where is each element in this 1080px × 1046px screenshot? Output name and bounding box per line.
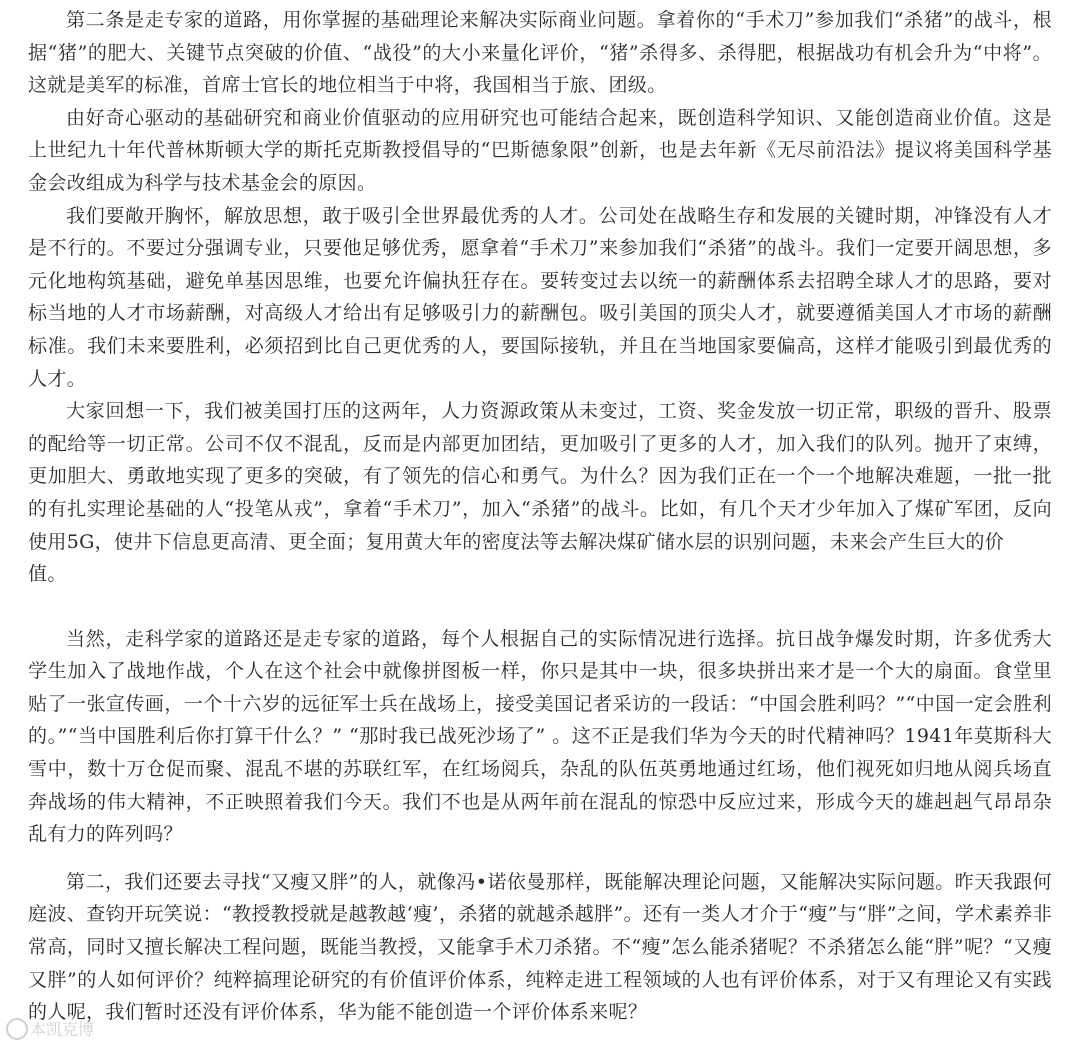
blank-line (28, 591, 1052, 623)
paragraph-look-back-tail: 值。 (28, 563, 67, 586)
watermark-text: 本凯克博 (30, 1020, 95, 1039)
paragraph-gap (28, 851, 1052, 866)
paragraph-thin-and-fat: 第二，我们还要去寻找“又瘦又胖”的人，就像冯•诺依曼那样，既能解决理论问题，又能解决实际问题。昨天我跟何庭波、查钧开玩笑说：“教授教授就是越教越‘瘦’，杀猪的就越杀越胖”。还有一类人才介于“瘦”与“胖”之间，学术素养非常高，同时又擅长解决工程问题，既能当教授，又能拿手术刀杀猪。不“瘦”怎么能杀猪呢？不杀猪怎么能“胖”呢？“又瘦又胖”的人如何评价？纯粹搞理论研究的有价值评价体系，纯粹走进工程领域的人也有评价体系，对于又有理论又有实践的人呢，我们暂时还没有评价体系，华为能不能创造一个评价体系来呢？ (28, 870, 1052, 1024)
paragraph-scientist-or-expert: 当然，走科学家的道路还是走专家的道路，每个人根据自己的实际情况进行选择。抗日战争爆发时期，许多优秀大学生加入了战地作战，个人在这个社会中就像拼图板一样，你只是其中一块，很多块拼出来才是一个大的扇面。食堂里贴了一张宣传画，一个十六岁的远征军士兵在战场上，接受美国记者采访的一段话：“中国会胜利吗？”“中国一定会胜利的。”“当中国胜利后你打算干什么？” “那时我已战死沙场了” 。这不正是我们华为今天的时代精神吗？1941年莫斯科大雪中，数十万仓促而聚、混乱不堪的苏联红军，在红场阅兵，杂乱的队伍英勇地通过红场，他们视死如归地从阅兵场直奔战场的伟大精神，不正映照着我们今天。我们不也是从两年前在混乱的惊恐中反应过来，形成今天的雄赳赳气昂昂杂乱有力的阵列吗？ (28, 627, 1052, 846)
paragraph-expert-path: 第二条是走专家的道路，用你掌握的基础理论来解决实际商业问题。拿着你的“手术刀”参加我们“杀猪”的战斗，根据“猪”的肥大、关键节点突破的价值、“战役”的大小来量化评价，“猪”杀得多、杀得肥，根据战功有机会升为“中将”。这就是美军的标准，首席士官长的地位相当于中将，我国相当于旅、团级。 (28, 9, 1052, 97)
watermark (6, 1017, 94, 1040)
paragraph-look-back: 大家回想一下，我们被美国打压的这两年，人力资源政策从未变过，工资、奖金发放一切正常，职级的晋升、股票的配给等一切正常。公司不仅不混乱，反而是内部更加团结，更加吸引了更多的人才，加入我们的队列。抛开了束缚，更加胆大、勇敢地实现了更多的突破，有了领先的信心和勇气。为什么？因为我们正在一个一个地解决难题，一批一批的有扎实理论基础的人“投笔从戎”，拿着“手术刀”，加入“杀猪”的战斗。比如，有几个天才少年加入了煤矿军团，反向使用5G，使井下信息更高清、更全面；复用黄大年的密度法等去解决煤矿储水层的识别问题，未来会产生巨大的价 (28, 400, 1052, 553)
article-body (28, 4, 1052, 1029)
watermark-logo-icon (6, 1018, 28, 1040)
paragraph-attract-talent: 我们要敞开胸怀，解放思想，敢于吸引全世界最优秀的人才。公司处在战略生存和发展的关键时期，冲锋没有人才是不行的。不要过分强调专业，只要他足够优秀，愿拿着“手术刀”来参加我们“杀猪”的战斗。我们一定要开阔思想，多元化地构筑基础，避免单基因思维，也要允许偏执狂存在。要转变过去以统一的薪酬体系去招聘全球人才的思路，要对标当地的人才市场薪酬，对高级人才给出有足够吸引力的薪酬包。吸引美国的顶尖人才，就要遵循美国人才市场的薪酬标准。我们未来要胜利，必须招到比自己更优秀的人，要国际接轨，并且在当地国家要偏高，这样才能吸引到最优秀的人才。 (28, 204, 1052, 390)
paragraph-pasteur-quadrant: 由好奇心驱动的基础研究和商业价值驱动的应用研究也可能结合起来，既创造科学知识、又能创造商业价值。这是上世纪九十年代普林斯顿大学的斯托克斯教授倡导的“巴斯德象限”创新，也是去年新《无尽前沿法》提议将美国科学基金会改组成为科学与技术基金会的原因。 (28, 106, 1052, 194)
